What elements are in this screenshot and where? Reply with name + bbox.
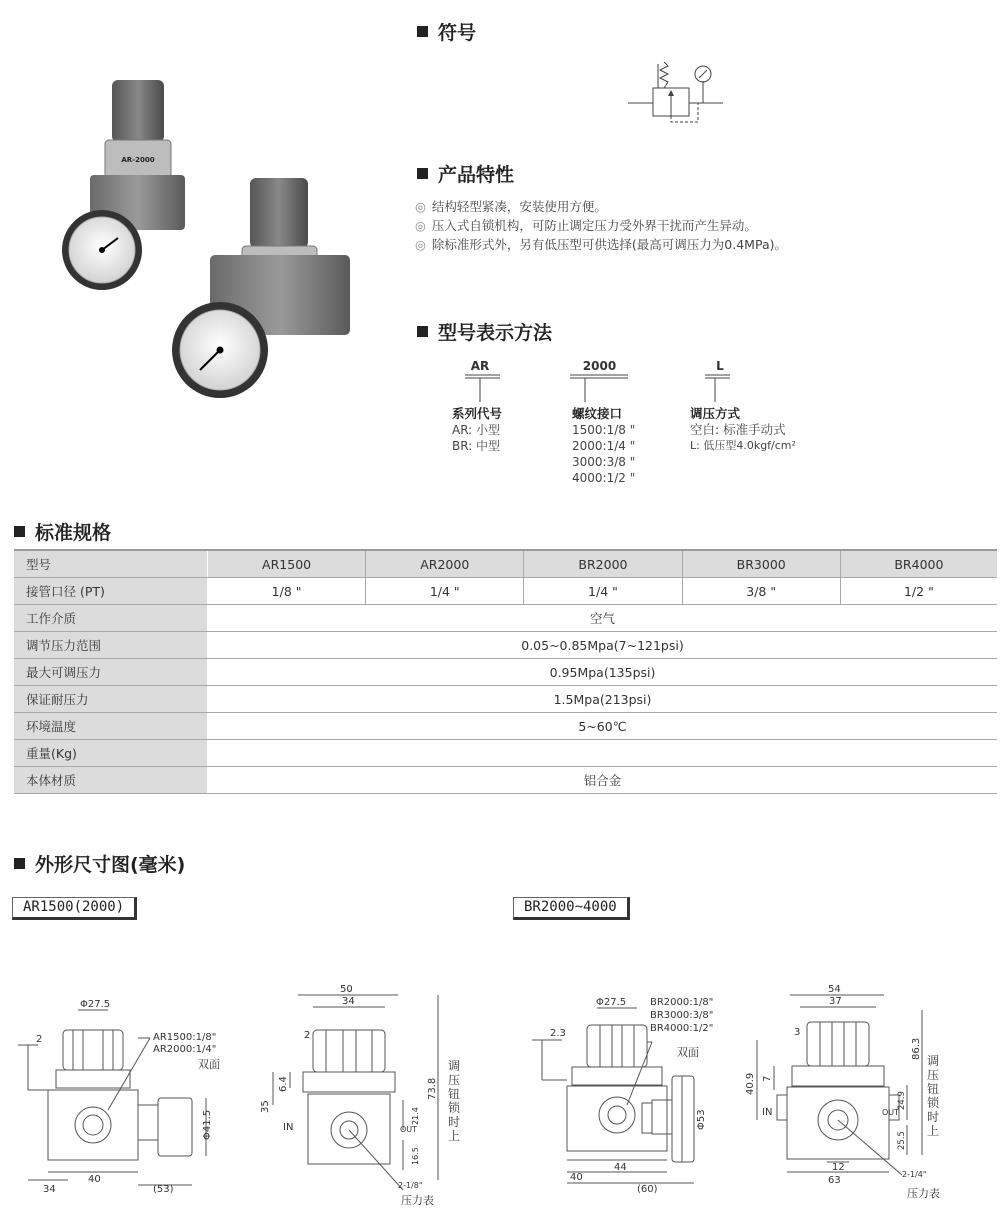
br-dimension-drawing [522,980,992,1210]
svg-text:34: 34 [43,1184,56,1195]
table-cell-label: 重量(Kg) [14,740,208,767]
svg-text:上: 上 [448,1129,461,1143]
pneumatic-symbol [628,56,728,126]
table-row [14,632,997,659]
svg-text:双面: 双面 [677,1046,699,1059]
svg-text:(60): (60) [637,1184,658,1195]
svg-text:Φ27.5: Φ27.5 [80,999,111,1010]
heading-bullet-icon [417,26,428,37]
svg-text:Φ27.5: Φ27.5 [596,997,627,1008]
port-block: 螺纹接口 1500:1/8 " 2000:1/4 " 3000:3/8 " 4000:1/2 " [572,406,636,485]
svg-text:2: 2 [36,1034,43,1045]
ring-bullet-icon: ◎ [415,237,426,252]
feature-item: ◎ 压入式自锁机构，可防止调定压力受外界干扰而产生异动。 [415,218,757,233]
model-code-heading: 型号表示方法 [417,318,552,345]
regulator-ar2000-image [62,80,185,290]
table-cell: 1/8 " [208,578,366,605]
svg-text:压: 压 [448,1073,461,1087]
svg-text:34: 34 [342,996,355,1007]
svg-text:压力表: 压力表 [401,1194,434,1207]
table-cell: 铝合金 [208,767,998,794]
svg-text:50: 50 [340,984,353,995]
svg-text:40: 40 [88,1174,101,1185]
svg-text:上: 上 [927,1124,940,1138]
svg-text:54: 54 [828,984,841,995]
table-cell: 0.95Mpa(135psi) [208,659,998,686]
table-cell [208,740,998,767]
table-cell-label: 接管口径 (PT) [14,578,208,605]
table-cell: 1/4 " [366,578,524,605]
feature-item: ◎ 除标准形式外，另有低压型可供选择(最高可调压力为0.4MPa)。 [415,237,787,252]
svg-text:OUT: OUT [400,1125,418,1134]
svg-text:AR-2000: AR-2000 [121,156,155,164]
table-row [14,686,997,713]
table-cell: BR2000 [524,550,682,578]
svg-text:BR2000:1/8": BR2000:1/8" [650,997,714,1008]
port-code: 2000 [582,359,617,373]
mode-block: 调压方式 空白: 标准手动式 L: 低压型4.0kgf/cm² [690,406,796,452]
feature-item: ◎ 结构轻型紧凑，安装使用方便。 [415,199,607,214]
table-row [14,659,997,686]
table-row [14,767,997,794]
svg-text:BR4000:1/2": BR4000:1/2" [650,1023,714,1034]
dims-heading: 外形尺寸图(毫米) [14,850,185,877]
heading-bullet-icon [417,326,428,337]
features-list [415,197,787,254]
ar-model-tag: AR1500(2000) [12,897,137,920]
heading-bullet-icon [417,168,428,179]
svg-text:2: 2 [304,1030,311,1041]
table-cell-label: 型号 [14,550,208,578]
svg-text:双面: 双面 [198,1058,220,1071]
svg-text:调: 调 [927,1054,940,1068]
table-cell: 1/2 " [840,578,997,605]
ring-bullet-icon: ◎ [415,218,426,233]
table-cell: 空气 [208,605,998,632]
svg-text:2-1/8": 2-1/8" [398,1181,423,1190]
svg-text:16.5: 16.5 [411,1147,420,1165]
svg-text:IN: IN [762,1107,773,1118]
svg-text:OUT: OUT [882,1108,900,1117]
product-photo [50,70,370,400]
svg-text:2.3: 2.3 [550,1028,566,1039]
ar-dimension-drawing [8,980,478,1210]
svg-text:压: 压 [927,1068,940,1082]
table-cell: 0.05~0.85Mpa(7~121psi) [208,632,998,659]
svg-text:35: 35 [260,1100,271,1113]
symbol-heading: 符号 [417,18,476,45]
table-cell-label: 最大可调压力 [14,659,208,686]
svg-text:6.4: 6.4 [278,1076,289,1092]
svg-text:钮: 钮 [448,1087,461,1101]
svg-text:AR1500:1/8": AR1500:1/8" [153,1032,217,1043]
svg-text:(53): (53) [153,1184,174,1195]
table-cell-label: 环境温度 [14,713,208,740]
table-cell: 5~60℃ [208,713,998,740]
svg-text:40.9: 40.9 [745,1072,756,1095]
svg-text:BR3000:3/8": BR3000:3/8" [650,1010,714,1021]
series-block: 系列代号 AR: 小型 BR: 中型 [452,406,503,453]
mode-code: L [716,359,724,373]
svg-text:Φ41.5: Φ41.5 [202,1109,213,1140]
heading-bullet-icon [14,858,25,869]
svg-text:44: 44 [614,1162,627,1173]
svg-text:锁: 锁 [448,1101,461,1115]
svg-text:锁: 锁 [927,1096,940,1110]
features-heading: 产品特性 [417,160,514,187]
table-cell-label: 保证耐压力 [14,686,208,713]
spec-table [14,549,997,794]
table-cell: 3/8 " [682,578,840,605]
table-cell: 1/4 " [524,578,682,605]
svg-text:钮: 钮 [927,1082,940,1096]
table-cell: BR4000 [840,550,997,578]
svg-text:25.5: 25.5 [897,1131,907,1150]
table-row [14,605,997,632]
svg-text:2-1/4": 2-1/4" [902,1170,927,1179]
svg-text:21.4: 21.4 [411,1107,420,1125]
svg-text:时: 时 [927,1110,940,1124]
table-cell-label: 工作介质 [14,605,208,632]
svg-text:86.3: 86.3 [911,1037,922,1060]
table-cell: AR2000 [366,550,524,578]
svg-text:调: 调 [448,1059,461,1073]
svg-text:12: 12 [832,1162,845,1173]
table-row [14,740,997,767]
svg-text:24.9: 24.9 [897,1091,907,1110]
svg-text:AR2000:1/4": AR2000:1/4" [153,1044,217,1055]
svg-text:IN: IN [283,1122,294,1133]
svg-text:时: 时 [448,1115,461,1129]
ring-bullet-icon: ◎ [415,199,426,214]
spec-heading: 标准规格 [14,518,111,545]
svg-text:7: 7 [762,1075,773,1082]
svg-text:40: 40 [570,1172,583,1183]
table-cell: 1.5Mpa(213psi) [208,686,998,713]
table-row [14,578,997,605]
br-model-tag: BR2000~4000 [513,897,630,920]
table-cell-label: 调节压力范围 [14,632,208,659]
table-row [14,550,997,578]
regulator-br4000-image [172,178,350,398]
svg-text:3: 3 [794,1027,801,1038]
svg-text:63: 63 [828,1175,841,1186]
table-row [14,713,997,740]
svg-text:37: 37 [829,996,842,1007]
svg-text:73.8: 73.8 [427,1077,438,1100]
spec-table-wrap [14,549,997,794]
svg-text:压力表: 压力表 [907,1187,940,1200]
heading-bullet-icon [14,526,25,537]
table-cell: BR3000 [682,550,840,578]
table-cell-label: 本体材质 [14,767,208,794]
series-code: AR [470,359,490,373]
svg-text:Φ53: Φ53 [696,1109,707,1130]
table-cell: AR1500 [208,550,366,578]
